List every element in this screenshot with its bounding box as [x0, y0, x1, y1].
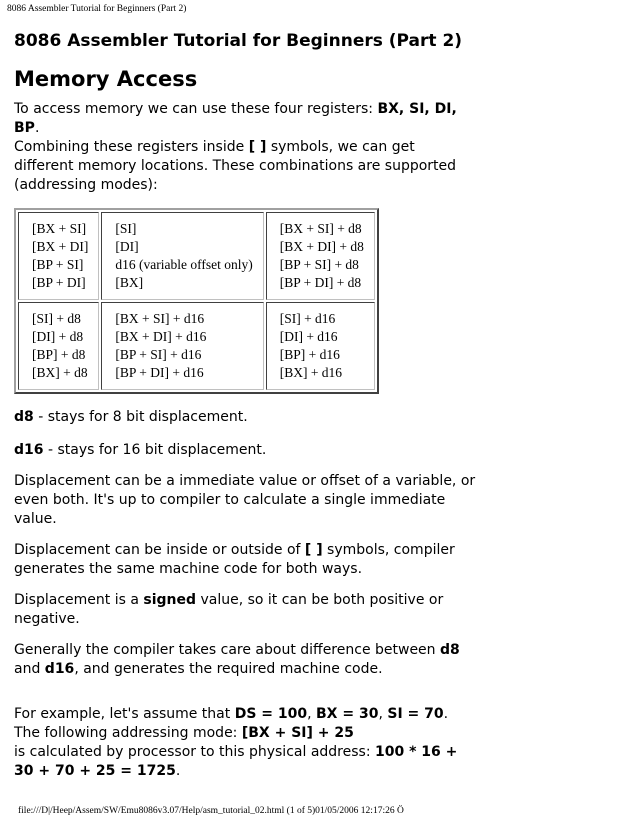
- intro-line-1: To access memory we can use these four registers: BX, SI, DI,: [14, 101, 457, 117]
- bx-value-bold: BX = 30: [316, 706, 379, 722]
- addressing-mode: [BP + DI] + d16: [115, 365, 204, 380]
- si-value-bold: SI = 70: [387, 706, 444, 722]
- calculation-result-bold: 30 + 70 + 25 = 1725: [14, 763, 176, 779]
- table-cell: [101, 302, 263, 390]
- intro-line-4: different memory locations. These combinations are supported: [14, 158, 457, 174]
- addressing-mode-bold: [BX + SI] + 25: [241, 725, 354, 741]
- register-bp-bold: BP: [14, 120, 35, 136]
- table-row: [18, 212, 375, 300]
- addressing-mode: [BX + SI] + d8: [279, 221, 362, 236]
- registers-bold: BX, SI, DI,: [377, 101, 457, 117]
- addressing-mode: [SI]: [115, 221, 137, 236]
- signed-bold: signed: [143, 592, 196, 608]
- document-title: 8086 Assembler Tutorial for Beginners (Part 2): [14, 31, 463, 51]
- displacement-paragraph-1: Displacement can be a immediate value or offset of a variable, or even both. It's up to compiler to calculate a single immediate value.: [14, 473, 476, 527]
- addressing-mode: [SI] + d8: [32, 311, 81, 326]
- addressing-mode: [BX] + d16: [279, 365, 343, 380]
- intro-line-3: Combining these registers inside [ ] symbols, we can get: [14, 139, 415, 155]
- page-header: 8086 Assembler Tutorial for Beginners (Part 2): [7, 4, 187, 14]
- page-footer: file:///D|/Heep/Assem/SW/Emu8086v3.07/Help/asm_tutorial_02.html (1 of 5)01/05/2006 12:17:26 Ö: [18, 806, 404, 816]
- d16-bold: d16: [44, 661, 75, 677]
- document-body: [14, 30, 614, 781]
- example-paragraph: For example, let's assume that DS = 100, BX = 30, SI = 70. The following addressing mode: [BX + SI] + 25 is calculated by processor to this physical address: 100 * 16 + 30 + 70 + 25 = 1725.: [14, 706, 458, 779]
- addressing-mode: [BX + SI]: [32, 221, 87, 236]
- addressing-modes-table: [14, 208, 379, 394]
- addressing-mode: [BP + SI] + d8: [279, 257, 359, 272]
- intro-line-2: BP.: [14, 120, 40, 136]
- addressing-mode: d16 (variable offset only): [115, 257, 253, 272]
- addressing-mode: [SI] + d16: [279, 311, 336, 326]
- ds-value-bold: DS = 100: [234, 706, 308, 722]
- d8-term: d8: [14, 409, 34, 425]
- table-row: [18, 302, 375, 390]
- addressing-mode: [DI]: [115, 239, 139, 254]
- table-cell: [266, 302, 375, 390]
- addressing-mode: [BP] + d16: [279, 347, 340, 362]
- addressing-mode: [BX + SI] + d16: [115, 311, 205, 326]
- addressing-mode: [BX + DI] + d8: [279, 239, 364, 254]
- addressing-mode: [DI] + d16: [279, 329, 338, 344]
- displacement-paragraph-3: Displacement is a signed value, so it can be both positive or negative.: [14, 592, 444, 627]
- addressing-mode: [BP + DI] + d8: [279, 275, 362, 290]
- compiler-paragraph: Generally the compiler takes care about difference between d8 and d16, and generates the required machine code.: [14, 642, 460, 677]
- intro-paragraph: [14, 100, 504, 195]
- addressing-mode: [DI] + d8: [32, 329, 84, 344]
- table-cell: [18, 302, 99, 390]
- d16-term: d16: [14, 442, 44, 458]
- d8-definition: d8 - stays for 8 bit displacement.: [14, 409, 248, 425]
- d8-bold: d8: [440, 642, 460, 658]
- displacement-paragraph-2: Displacement can be inside or outside of [ ] symbols, compiler generates the same machine code for both ways.: [14, 542, 455, 577]
- brackets-bold: [ ]: [304, 542, 323, 558]
- addressing-mode: [BX + DI] + d16: [115, 329, 207, 344]
- addressing-mode: [BP + SI] + d16: [115, 347, 202, 362]
- intro-line-5: (addressing modes):: [14, 177, 158, 193]
- table-cell: [18, 212, 99, 300]
- section-title: Memory Access: [14, 67, 198, 91]
- calculation-bold: 100 * 16 +: [375, 744, 458, 760]
- table-cell: [101, 212, 263, 300]
- d16-definition: d16 - stays for 16 bit displacement.: [14, 442, 267, 458]
- addressing-mode: [BX + DI]: [32, 239, 89, 254]
- addressing-mode: [BX]: [115, 275, 144, 290]
- addressing-mode: [BP + DI]: [32, 275, 86, 290]
- brackets-bold: [ ]: [248, 139, 267, 155]
- addressing-mode: [BX] + d8: [32, 365, 88, 380]
- addressing-mode: [BP + SI]: [32, 257, 84, 272]
- addressing-mode: [BP] + d8: [32, 347, 86, 362]
- table-cell: [266, 212, 375, 300]
